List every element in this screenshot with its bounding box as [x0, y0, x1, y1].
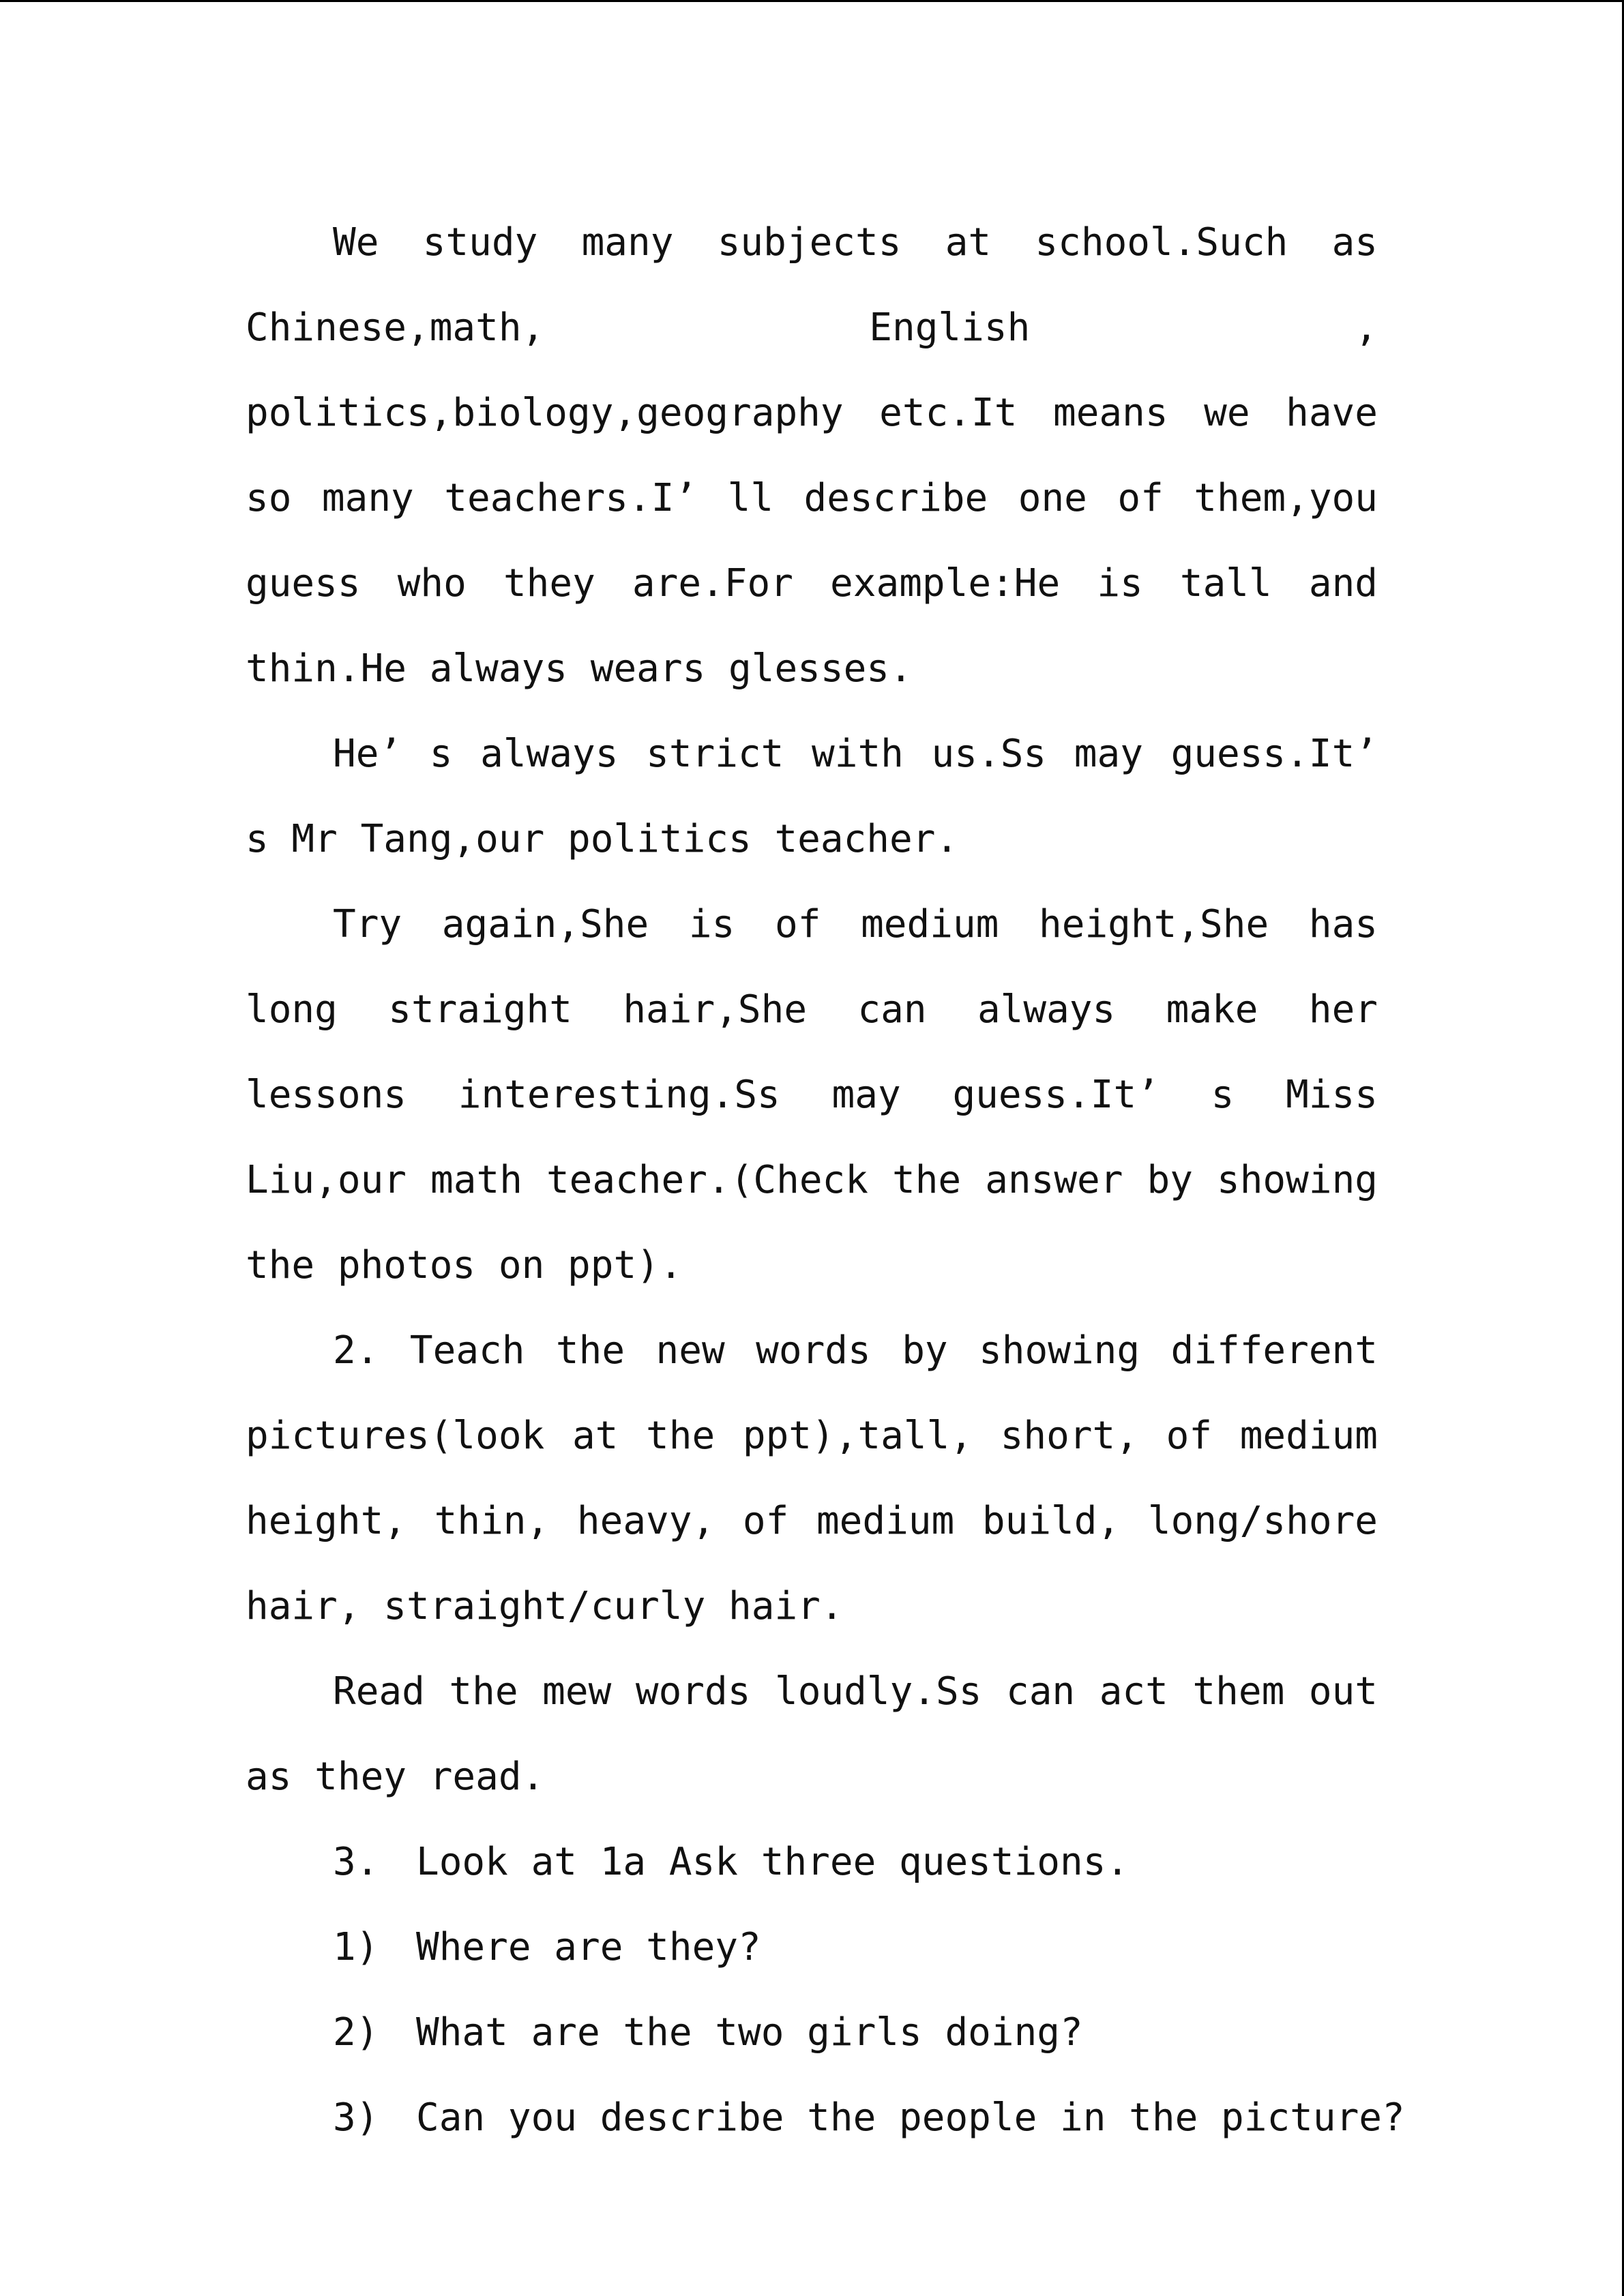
question-3-number: 3) — [333, 2096, 379, 2140]
question-2 — [246, 1990, 1378, 2075]
question-3 — [246, 2075, 1405, 2160]
question-1-number: 1) — [333, 1925, 379, 1969]
document-body — [246, 200, 1405, 2160]
paragraph-read-words: Read the mew words loudly.Ss can act them out as they read. — [246, 1669, 1378, 1799]
step-3-line — [246, 1819, 1378, 1905]
paragraph-miss-liu: Try again,She is of medium height,She has long straight hair,She can always make her lessons interesting.Ss may guess.It’ s Miss Liu,our math teacher.(Check the answer by showing the photos on ppt). — [246, 902, 1378, 1287]
paragraph-subjects-intro: We study many subjects at school.Such as Chinese,math, English , politics,biology,geography etc.It means we have so many teachers.I’ ll describe one of them,you guess who they are.For example:He is tall and thin.He always wears glesses. — [246, 220, 1378, 691]
question-1 — [246, 1905, 1378, 1990]
step-3-number: 3. — [333, 1840, 379, 1884]
question-2-text: What are the two girls doing? — [416, 2010, 1083, 2055]
step-3-text: Look at 1a Ask three questions. — [416, 1840, 1130, 1884]
question-1-text: Where are they? — [416, 1925, 761, 1969]
paragraph-mr-tang: He’ s always strict with us.Ss may guess.It’ s Mr Tang,our politics teacher. — [246, 732, 1378, 861]
question-2-number: 2) — [333, 2010, 379, 2055]
paragraph-teach-new-words: 2. Teach the new words by showing different pictures(look at the ppt),tall, short, of medium height, thin, heavy, of medium build, long/shore hair, straight/curly hair. — [246, 1328, 1378, 1628]
question-3-text: Can you describe the people in the picture? — [416, 2096, 1405, 2140]
